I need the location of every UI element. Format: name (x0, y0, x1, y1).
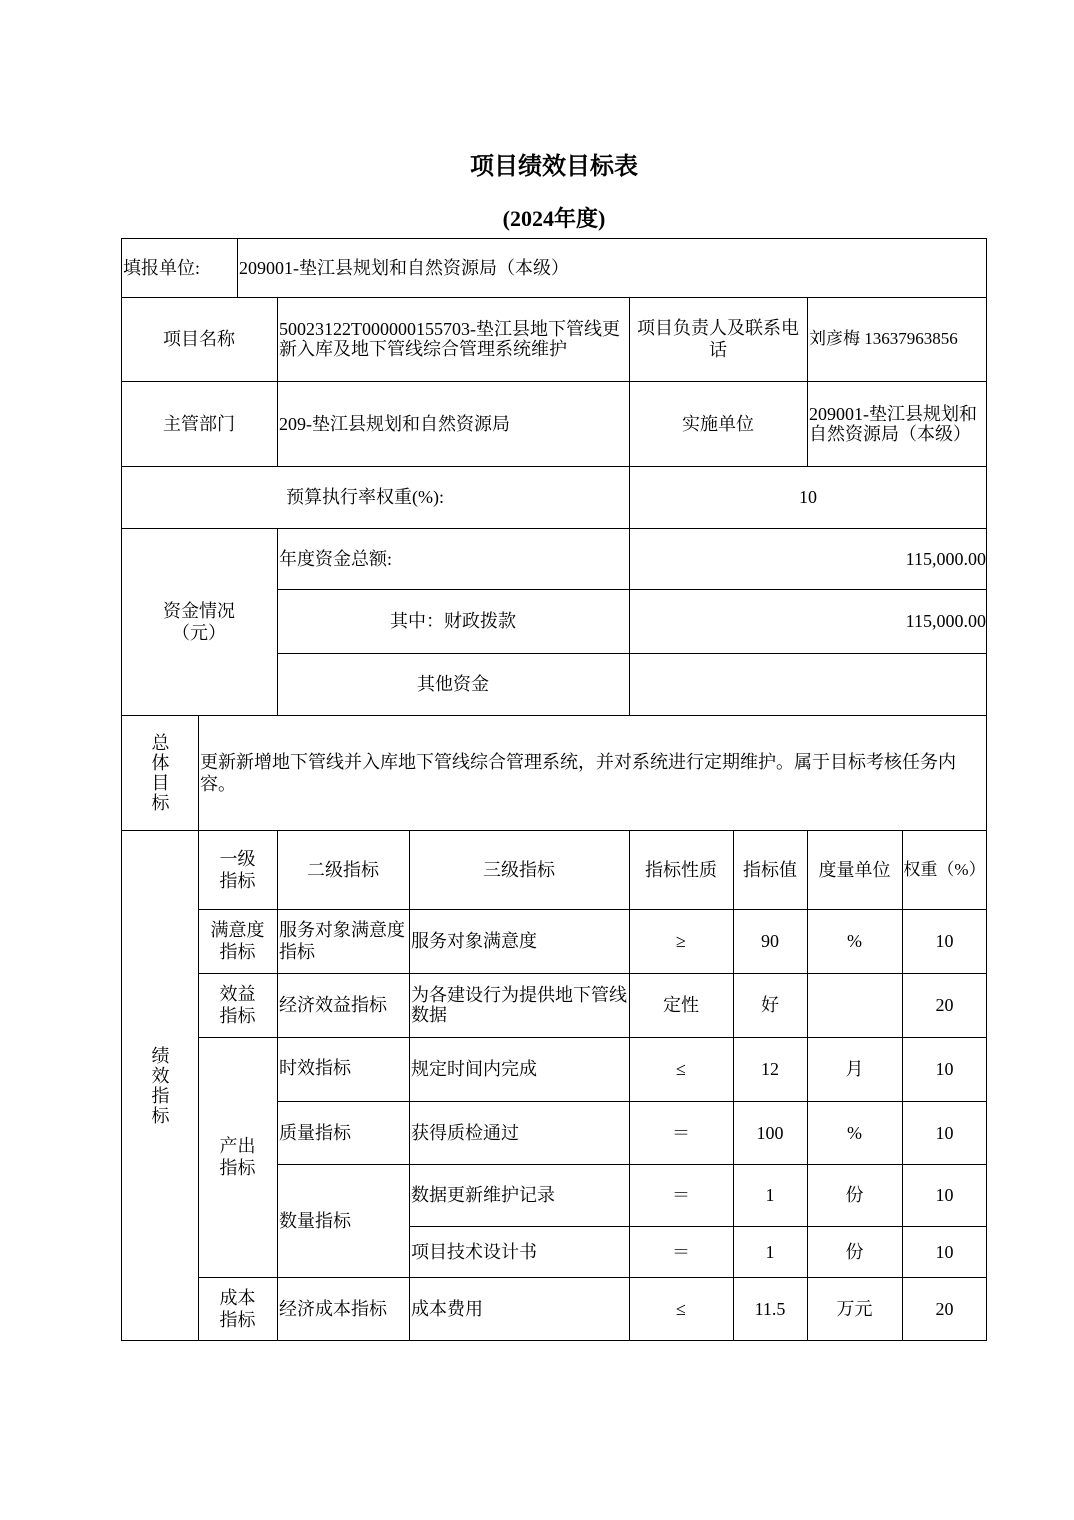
indicators-section-label (121, 830, 198, 1341)
row-3-value: 100 (756, 1122, 784, 1143)
funds-fiscal-label: 其中：财政拨款 (390, 611, 516, 631)
row-6-nature: ≤ (676, 1299, 686, 1319)
row-4-level3: 数据更新维护记录 (411, 1185, 555, 1205)
row-5-value: 1 (765, 1241, 775, 1262)
row-0-nature: ≥ (676, 931, 686, 951)
row-3-weight: 10 (935, 1122, 954, 1143)
level2-quality: 质量指标 (279, 1122, 351, 1143)
row-3-unit: % (847, 1122, 862, 1143)
funds-total-value: 115,000.00 (905, 548, 986, 569)
row-1-value: 好 (761, 995, 779, 1015)
row-4-nature: ＝ (672, 1185, 690, 1205)
row-5-weight: 10 (935, 1241, 954, 1262)
indicators-section-label-text: 绩效指标 (149, 1045, 170, 1126)
impl-unit-label: 实施单位 (682, 413, 754, 434)
funds-fiscal-value: 115,000.00 (905, 611, 986, 631)
row-1-weight: 20 (935, 995, 954, 1015)
level2-satisfaction: 服务对象满意度指标 (279, 920, 405, 962)
dept-value: 209-垫江县规划和自然资源局 (279, 413, 510, 434)
level2-economic-cost: 经济成本指标 (279, 1299, 387, 1319)
performance-table (121, 238, 987, 1341)
report-unit-label: 填报单位: (123, 257, 201, 278)
row-3-nature: ＝ (672, 1122, 690, 1143)
level1-benefit: 效益指标 (219, 984, 256, 1026)
row-6-unit: 万元 (836, 1299, 873, 1319)
header-value: 指标值 (743, 859, 797, 880)
row-0-level3: 服务对象满意度 (411, 931, 537, 951)
budget-rate-value: 10 (799, 487, 817, 507)
row-4-value: 1 (765, 1185, 775, 1205)
funds-other-label: 其他资金 (417, 674, 489, 694)
document-title: 项目绩效目标表 (470, 154, 638, 180)
level2-quantity: 数量指标 (279, 1210, 351, 1231)
row-2-weight: 10 (935, 1059, 954, 1079)
row-5-nature: ＝ (672, 1241, 690, 1262)
project-manager-label: 项目负责人及联系电话 (637, 318, 799, 360)
level1-output: 产出指标 (219, 1136, 256, 1178)
dept-label: 主管部门 (163, 413, 235, 434)
row-2-unit: 月 (845, 1059, 864, 1079)
row-5-unit: 份 (845, 1241, 864, 1262)
row-4-weight: 10 (935, 1185, 954, 1205)
level1-satisfaction: 满意度指标 (210, 920, 265, 962)
impl-unit-value: 209001-垫江县规划和自然资源局（本级） (809, 403, 977, 444)
row-0-unit: % (847, 931, 862, 951)
row-4-unit: 份 (845, 1185, 864, 1205)
report-unit-value: 209001-垫江县规划和自然资源局（本级） (239, 257, 569, 278)
header-level2: 二级指标 (307, 859, 379, 880)
budget-rate-label: 预算执行率权重(%): (286, 487, 444, 507)
funds-label: 资金情况（元） (163, 600, 235, 643)
goal-label-text: 总体目标 (149, 732, 170, 813)
project-name-value: 50023122T000000155703-垫江县地下管线更新入库及地下管线综合管理系统维护 (279, 319, 620, 359)
row-1-level3: 为各建设行为提供地下管线数据 (411, 985, 627, 1025)
header-weight: 权重（%） (903, 859, 986, 879)
project-manager-value: 刘彦梅 13637963856 (809, 329, 958, 348)
goal-label (121, 715, 198, 830)
row-6-level3: 成本费用 (411, 1299, 483, 1319)
row-6-weight: 20 (935, 1299, 954, 1319)
header-level1: 一级指标 (219, 848, 256, 891)
project-name-label: 项目名称 (163, 329, 235, 349)
row-0-weight: 10 (935, 931, 954, 951)
header-level3: 三级指标 (483, 859, 555, 880)
row-3-level3: 获得质检通过 (411, 1122, 519, 1143)
goal-text: 更新新增地下管线并入库地下管线综合管理系统，并对系统进行定期维护。属于目标考核任务内容。 (200, 751, 956, 794)
row-2-value: 12 (761, 1059, 779, 1079)
funds-total-label: 年度资金总额: (279, 548, 393, 569)
header-unit: 度量单位 (818, 859, 891, 880)
row-0-value: 90 (761, 931, 779, 951)
level2-timeliness: 时效指标 (279, 1058, 351, 1078)
row-2-level3: 规定时间内完成 (411, 1059, 537, 1079)
row-1-nature: 定性 (663, 995, 699, 1015)
row-5-level3: 项目技术设计书 (411, 1241, 537, 1262)
level1-cost: 成本指标 (219, 1288, 256, 1330)
row-1-unit (807, 973, 902, 1037)
row-6-value: 11.5 (754, 1299, 786, 1319)
funds-other-value (629, 653, 987, 715)
row-2-nature: ≤ (676, 1059, 686, 1079)
level2-economic-benefit: 经济效益指标 (279, 995, 387, 1015)
header-nature: 指标性质 (645, 859, 717, 880)
document-subtitle: (2024年度) (502, 206, 606, 231)
